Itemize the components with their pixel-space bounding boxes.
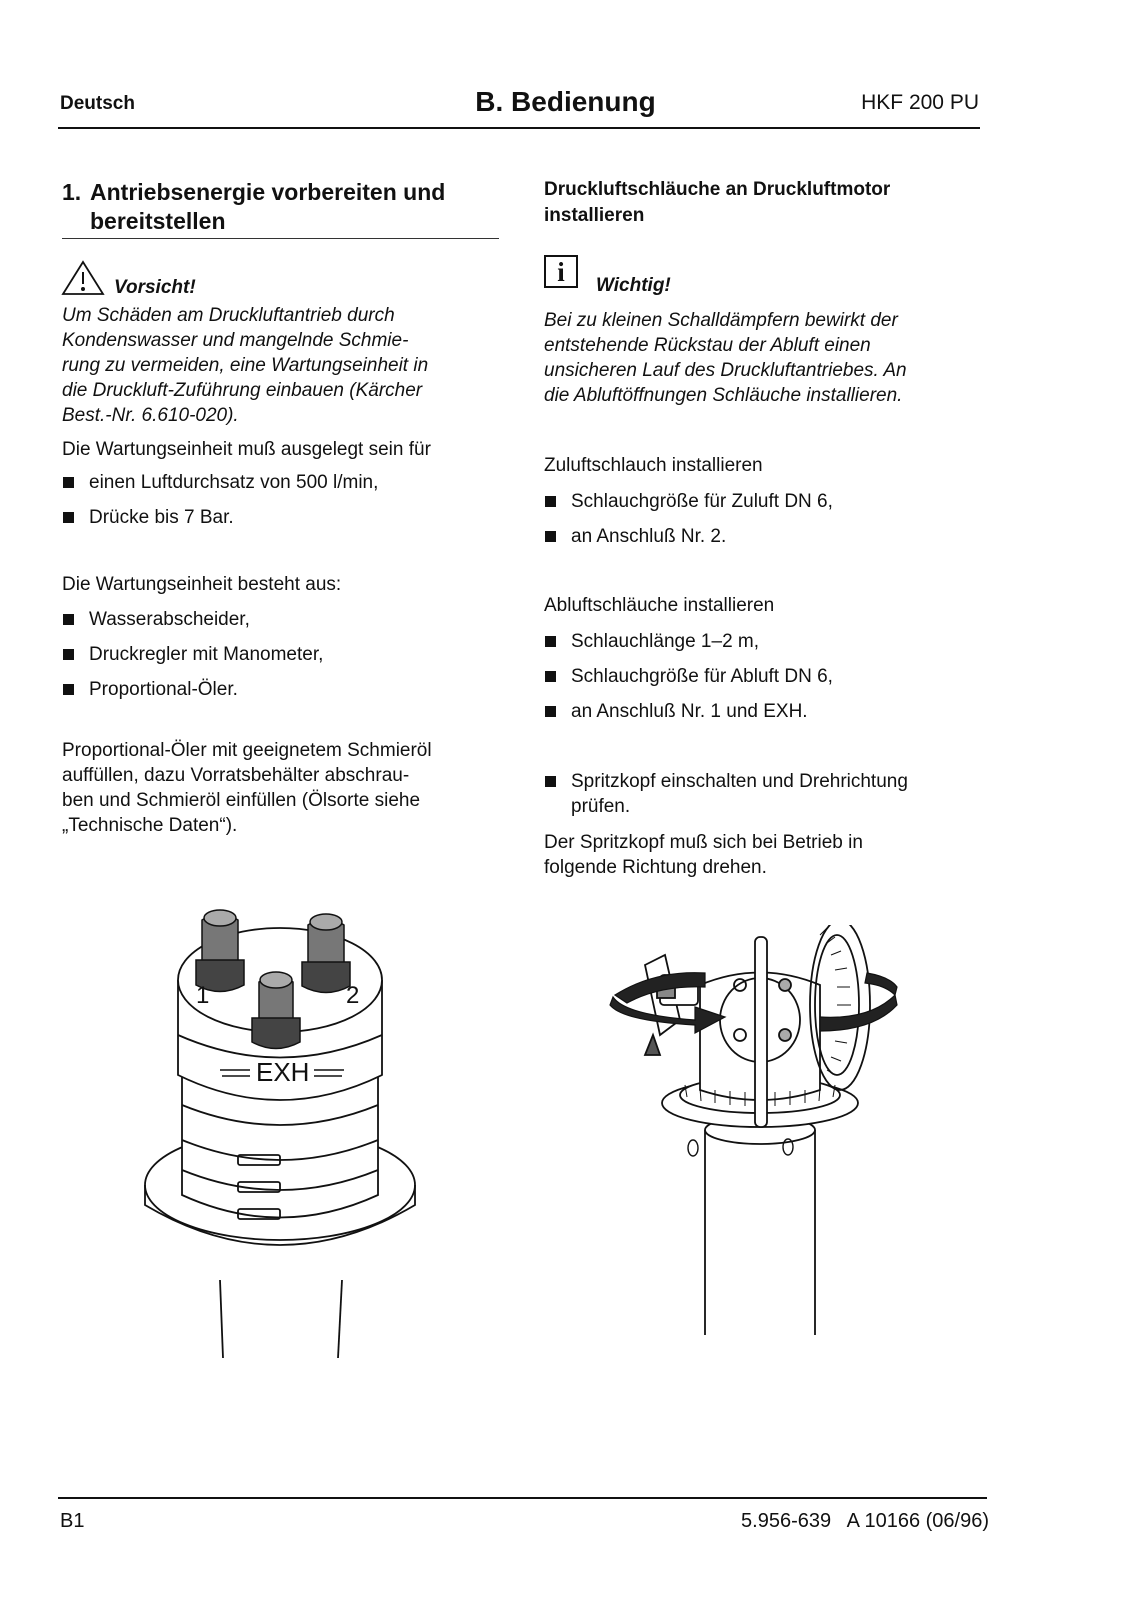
list-item: Schlauchlänge 1–2 m, [544,629,759,654]
caution-line: rung zu vermeiden, eine Wartungseinheit in [62,355,429,376]
exhaust-intro: Abluftschläuche installieren [544,595,775,616]
list-item: Schlauchgröße für Abluft DN 6, [544,664,833,689]
spray-head-rotation-illustration [605,925,925,1345]
header-language: Deutsch [60,93,135,114]
doc-number: 5.956-639 A 10166 (06/96) [741,1510,989,1532]
list-item: an Anschluß Nr. 1 und EXH. [544,699,808,724]
info-icon: i [544,255,578,288]
oil-line: Proportional-Öler mit geeignetem Schmieröl [62,740,432,761]
oil-line: „Technische Daten“). [62,815,238,836]
oil-line: ben und Schmieröl einfüllen (Ölsorte siehe [62,790,421,811]
direction-line: folgende Richtung drehen. [544,857,767,878]
list-item: Drücke bis 7 Bar. [62,505,234,530]
caution-line: die Druckluft-Zuführung einbauen (Kärcher [62,380,423,401]
parts-intro: Die Wartungseinheit besteht aus: [62,574,342,595]
list-item: einen Luftdurchsatz von 500 l/min, [62,470,378,495]
port-2-label: 2 [346,982,360,1009]
footer-rule [58,1497,987,1499]
check-line: Spritzkopf einschalten und Drehrichtung [571,771,908,792]
direction-paragraph [544,830,984,880]
caution-line: Um Schäden am Druckluftantrieb durch [62,305,395,326]
motor-ports-illustration [130,900,430,1370]
list-item: an Anschluß Nr. 2. [544,524,726,549]
list-item: Proportional-Öler. [62,677,238,702]
subsection-title-line2: installieren [544,205,645,226]
header-rule [58,127,980,129]
info-label: Wichtig! [596,275,671,296]
exh-label: EXH [256,1057,310,1087]
section-title-line2: bereitstellen [90,208,226,234]
list-item: Wasserabscheider, [62,607,250,632]
check-line: prüfen. [571,796,631,817]
oil-paragraph [62,738,502,838]
info-line: die Abluftöffnungen Schläuche installieren. [544,385,903,406]
port-1-label: 1 [196,982,210,1009]
page-title: B. Bedienung [475,86,656,117]
subsection-title-line1: Druckluftschläuche an Druckluftmotor [544,179,891,200]
section-title [62,178,502,236]
info-line: unsicheren Lauf des Druckluftantriebes. An [544,360,907,381]
warning-triangle-icon [61,260,105,296]
caution-label: Vorsicht! [114,277,196,298]
info-text [544,308,994,408]
section-rule [62,238,499,239]
supply-intro: Zuluftschlauch installieren [544,455,763,476]
info-line: Bei zu kleinen Schalldämpfern bewirkt der [544,310,898,331]
header-model: HKF 200 PU [861,91,979,114]
caution-text [62,303,502,428]
section-title-line1: Antriebsenergie vorbereiten und [90,179,446,205]
list-item: Druckregler mit Manometer, [62,642,323,667]
list-item: Schlauchgröße für Zuluft DN 6, [544,489,833,514]
subsection-title [544,177,984,229]
sizing-intro: Die Wartungseinheit muß ausgelegt sein für [62,439,431,460]
section-number: 1. [62,179,82,205]
direction-line: Der Spritzkopf muß sich bei Betrieb in [544,832,863,853]
info-line: entstehende Rückstau der Abluft einen [544,335,871,356]
caution-line: Kondenswasser und mangelnde Schmie- [62,330,409,351]
page-number: B1 [60,1510,85,1532]
oil-line: auffüllen, dazu Vorratsbehälter abschrau- [62,765,410,786]
list-item [544,769,1011,819]
caution-line: Best.-Nr. 6.610-020). [62,405,239,426]
